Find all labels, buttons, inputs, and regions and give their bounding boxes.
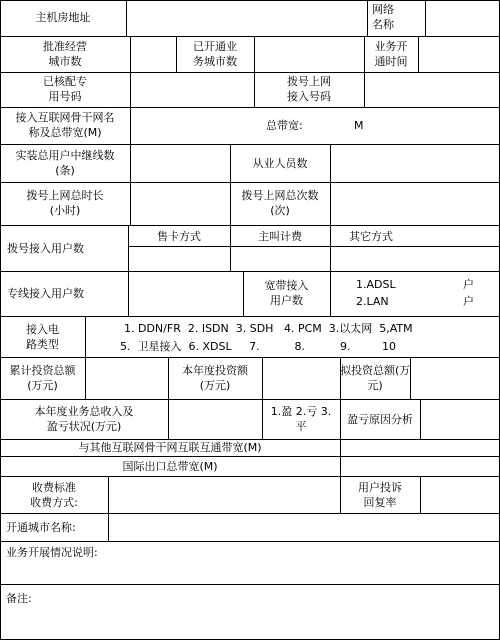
rule (130, 107, 131, 144)
complaint-reply-rate-label: 用户投诉 回复率 (358, 481, 402, 509)
broadband-users-label: 宽带接入 用户数 (264, 279, 309, 307)
access-line-type-label: 接入电 路类型 (26, 323, 59, 351)
staff-count-label: 从业人员数 (252, 157, 308, 170)
dialup-access-number-label: 拨号上网 接入号码 (287, 75, 331, 103)
rule (108, 476, 109, 513)
line-type-options: 1. DDN/FR 2. ISDN 3. SDH 4. PCM 3.以太网 5,ATM (124, 322, 413, 335)
network-name-label: 网络 名称 (372, 3, 394, 31)
approved-special-number-label: 已核配专 用号码 (43, 75, 87, 103)
rule (418, 36, 419, 72)
planned-investment-label: 拟投资总额(万 元) (340, 364, 411, 392)
rule (108, 513, 109, 541)
rule (0, 513, 500, 514)
rule (0, 476, 500, 477)
service-description-label: 业务开展情况说明: (6, 546, 98, 559)
opened-city-names-label: 开通城市名称: (6, 521, 76, 534)
line-type-options: 5. 卫星接入 6. XDSL 7. 8. 9. 10 (120, 340, 396, 353)
household-unit: 户 (463, 278, 474, 291)
rule (130, 36, 131, 72)
dialup-total-hours-label: 拨号上网总时长 (小时) (26, 189, 104, 217)
opened-city-count-label: 已开通业 务城市数 (193, 40, 237, 68)
dialup-users-label: 拨号接入用户数 (7, 242, 84, 255)
rule (0, 107, 500, 108)
rule (130, 144, 131, 182)
rule (0, 36, 500, 37)
rule (0, 144, 500, 145)
relay-lines-label: 实装总用户中继线数 (条) (15, 149, 115, 177)
fee-standard-label: 收费标准 收费方式: (30, 481, 78, 509)
rule (0, 584, 500, 585)
caller-billing-label: 主叫计费 (258, 230, 302, 243)
leased-line-users-label: 专线接入用户数 (7, 287, 84, 300)
interconnect-bandwidth-label: 与其他互联网骨干网互联互通带宽(M) (78, 441, 262, 454)
rule (254, 36, 255, 72)
cumulative-investment-label: 累计投资总额 (万元) (9, 364, 76, 392)
rule (0, 399, 500, 400)
rule (0, 541, 500, 542)
rule (0, 456, 500, 457)
remarks-label: 备注: (6, 592, 32, 605)
lan-label: 2.LAN (356, 295, 389, 308)
rule (364, 72, 365, 107)
adsl-label: 1.ADSL (356, 278, 396, 291)
rule (330, 271, 331, 316)
profit-loss-options: 1.盈 2.亏 3. 平 (270, 405, 332, 433)
service-open-time-label: 业务开 通时间 (374, 40, 408, 68)
backbone-name-bandwidth-label: 接入互联网骨干网名 称及总带宽(M) (15, 111, 115, 139)
rule (0, 271, 500, 272)
approved-city-count-label: 批准经营 城市数 (43, 40, 87, 68)
rule (0, 72, 500, 73)
rule (0, 316, 500, 317)
total-bandwidth-label: 总带宽: (266, 119, 303, 132)
rule (340, 439, 341, 476)
profit-loss-reason-label: 盈亏原因分析 (347, 413, 413, 426)
rule (85, 316, 86, 357)
rule (262, 357, 263, 399)
household-unit: 户 (463, 295, 474, 308)
other-method-label: 其它方式 (349, 230, 393, 243)
card-sales-label: 售卡方式 (157, 230, 201, 243)
annual-investment-label: 本年度投资额 (万元) (182, 364, 248, 392)
rule (0, 182, 500, 183)
host-address-field[interactable] (127, 1, 366, 35)
rule (85, 357, 86, 399)
host-address-label: 主机房地址 (35, 11, 91, 24)
rule (420, 399, 421, 439)
dialup-total-times-label: 拨号上网总次数 (次) (241, 189, 319, 217)
rule (0, 225, 500, 226)
annual-revenue-label: 本年度业务总收入及 盈亏状况(万元) (34, 405, 134, 433)
rule (168, 399, 169, 439)
rule (330, 182, 331, 225)
rule (420, 476, 421, 513)
rule (130, 182, 131, 225)
bandwidth-unit: M (354, 119, 364, 132)
rule (128, 271, 129, 316)
rule (128, 246, 500, 247)
rule (0, 357, 500, 358)
international-bandwidth-label: 国际出口总带宽(M) (122, 460, 218, 473)
rule (367, 0, 368, 36)
rule (410, 357, 411, 399)
network-name-field[interactable] (426, 1, 498, 35)
rule (330, 144, 331, 182)
rule (130, 72, 131, 107)
